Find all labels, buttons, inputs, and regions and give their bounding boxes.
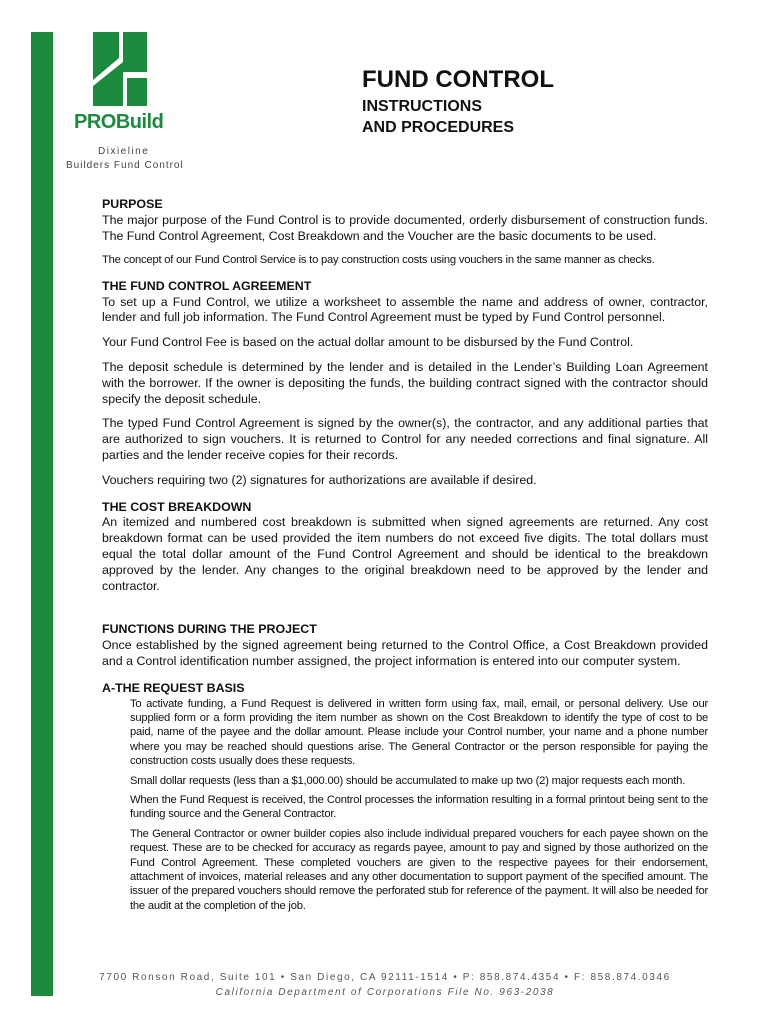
brand-line-2: Builders Fund Control [66, 160, 184, 171]
agreement-paragraph-3: The deposit schedule is determined by the lender and is detailed in the Lender’s Building Loan Agreement with the borrower. If the owner is depositing the funds, the building contract signed with the contractor should specify the deposit schedule. [102, 359, 708, 406]
document-body [102, 197, 708, 913]
breakdown-paragraph: An itemized and numbered cost breakdown is submitted when signed agreements are returned. Any cost breakdown format can be used provided the item numbers do not exceed five digits. The total dollars must equal the total dollar amount of the Fund Control Agreement and should be identical to the breakdown approved by the lender. Any changes to the original breakdown need to be approved by the lender and contractor. [102, 515, 708, 593]
request-heading: A-THE REQUEST BASIS [102, 680, 245, 695]
agreement-paragraph-1: To set up a Fund Control, we utilize a worksheet to assemble the name and address of owner, contractor, lender and full job information. The Fund Control Agreement must be typed by Fund Control personnel. [102, 294, 708, 325]
footer-license: California Department of Corporations File No. 963-2038 [215, 987, 555, 998]
purpose-heading: PURPOSE [102, 197, 163, 211]
brand-line-1: Dixieline [98, 146, 150, 157]
request-paragraph-1: To activate funding, a Fund Request is delivered in written form using fax, mail, email, or personal delivery. Use our supplied form or a form providing the item number as shown on the Cost Breakdown to identify the type of cost to be paid, name of the payee and the dollar amount. Please include your Control number, your name and a phone number where you may be reached should questions arise. The General Contractor or the person responsible for paying the construction costs usually does these requests. [130, 697, 708, 768]
probuild-logo-icon [93, 32, 147, 106]
agreement-paragraph-5: Vouchers requiring two (2) signatures for authorizations are available if desired. [102, 472, 537, 487]
request-paragraph-4: The General Contractor or owner builder copies also include individual prepared vouchers for each payee shown on the request. These are to be checked for accuracy as regards payee, amount to pay and signed by those authorized on the Fund Control Agreement. These completed vouchers are given to the respective payees for their endorsement, attachment of invoices, material releases and any other documentation to support payment of the specified amount. The issuer of the prepared vouchers should remove the perforated stub for reference of the payment. It will also be needed for the audit at the completion of the job. [130, 827, 708, 912]
page-title: FUND CONTROL [362, 66, 554, 93]
page-subtitle: INSTRUCTIONS AND PROCEDURES [362, 98, 515, 136]
purpose-paragraph-1: The major purpose of the Fund Control is to provide documented, orderly disbursement of construction funds. The Fund Control Agreement, Cost Breakdown and the Voucher are the basic documents to be used. [102, 212, 708, 243]
purpose-paragraph-2: The concept of our Fund Control Service is to pay construction costs using vouchers in the same manner as checks. [102, 254, 655, 267]
agreement-heading: THE FUND CONTROL AGREEMENT [102, 278, 312, 293]
request-paragraph-2: Small dollar requests (less than a $1,000.00) should be accumulated to make up two (2) major requests each month. [130, 774, 686, 787]
functions-paragraph: Once established by the signed agreement being returned to the Control Office, a Cost Breakdown provided and a Control identification number assigned, the project information is entered into our computer system. [102, 638, 708, 668]
breakdown-heading: THE COST BREAKDOWN [102, 499, 252, 514]
footer-address: 7700 Ronson Road, Suite 101 • San Diego, CA 92111-1514 • P: 858.874.4354 • F: 858.874.0346 [99, 972, 671, 983]
functions-heading: FUNCTIONS DURING THE PROJECT [102, 622, 317, 637]
request-paragraph-3: When the Fund Request is received, the Control processes the information resulting in a formal printout being sent to the funding source and the General Contractor. [130, 793, 708, 821]
agreement-paragraph-2: Your Fund Control Fee is based on the actual dollar amount to be disbursed by the Fund Control. [102, 335, 634, 350]
green-side-bar [31, 32, 53, 996]
logo-wordmark: PROBuild [74, 111, 164, 133]
agreement-paragraph-4: The typed Fund Control Agreement is signed by the owner(s), the contractor, and any additional parties that are authorized to sign vouchers. It is returned to Control for any needed corrections and final signature. All parties and the lender receive copies for their records. [102, 416, 708, 462]
